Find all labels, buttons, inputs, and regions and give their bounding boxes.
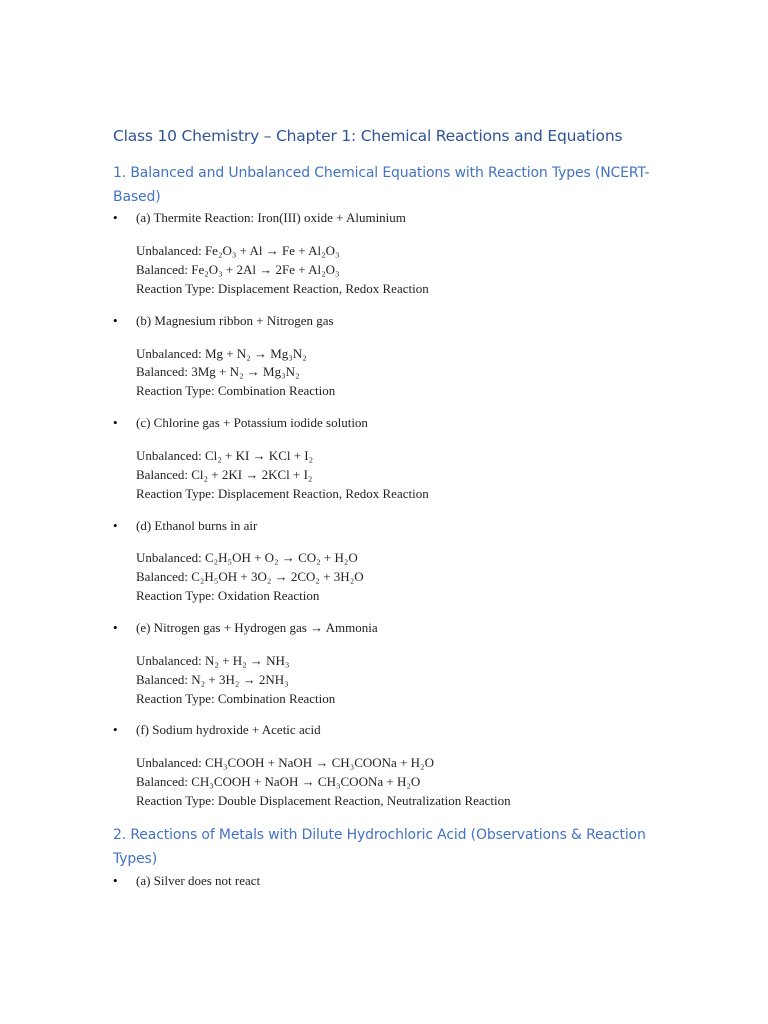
- section-1-heading: 1. Balanced and Unbalanced Chemical Equations with Reaction Types (NCERT-Based): [113, 165, 650, 205]
- list-item-a: [113, 208, 673, 228]
- item-a-title: (a) Thermite Reaction: Iron(III) oxide + Aluminium: [136, 210, 406, 225]
- item-b-balanced: Balanced: 3Mg + N₂ → Mg₃N₂: [136, 364, 300, 379]
- item-e-reaction-type: Reaction Type: Combination Reaction: [136, 691, 336, 706]
- item-c-balanced: Balanced: Cl₂ + 2KI → 2KCl + I₂: [136, 467, 313, 482]
- item-a-reaction-type: Reaction Type: Displacement Reaction, Redox Reaction: [136, 281, 429, 296]
- item-d-balanced: Balanced: C₂H₅OH + 3O₂ → 2CO₂ + 3H₂O: [136, 569, 364, 584]
- item-e-unbalanced: Unbalanced: N₂ + H₂ → NH₃: [136, 653, 290, 668]
- bullet-icon: •: [113, 620, 118, 635]
- item-c-reaction-type: Reaction Type: Displacement Reaction, Redox Reaction: [136, 486, 429, 501]
- item-f-unbalanced: Unbalanced: CH₃COOH + NaOH → CH₃COONa + H₂O: [136, 755, 434, 770]
- item-c-unbalanced: Unbalanced: Cl₂ + KI → KCl + I₂: [136, 448, 314, 463]
- item-b-reaction-type: Reaction Type: Combination Reaction: [136, 383, 336, 398]
- item-b-title: (b) Magnesium ribbon + Nitrogen gas: [136, 313, 334, 328]
- item-f-balanced: Balanced: CH₃COOH + NaOH → CH₃COONa + H₂O: [136, 774, 421, 789]
- bullet-icon: •: [113, 722, 118, 737]
- list-item-b: [113, 311, 673, 331]
- list-item-d: [113, 516, 673, 536]
- item-d-reaction-type: Reaction Type: Oxidation Reaction: [136, 588, 320, 603]
- bullet-icon: •: [113, 313, 118, 328]
- bullet-icon: •: [113, 415, 118, 430]
- item-b-unbalanced: Unbalanced: Mg + N₂ → Mg₃N₂: [136, 346, 307, 361]
- item-d-unbalanced: Unbalanced: C₂H₅OH + O₂ → CO₂ + H₂O: [136, 550, 358, 565]
- document-title: Class 10 Chemistry – Chapter 1: Chemical Reactions and Equations: [113, 127, 623, 145]
- list-item-c: [113, 413, 673, 433]
- item-f-reaction-type: Reaction Type: Double Displacement Reaction, Neutralization Reaction: [136, 793, 511, 808]
- bullet-icon: •: [113, 210, 118, 225]
- list-item-e: [113, 618, 673, 638]
- item-e-title: (e) Nitrogen gas + Hydrogen gas → Ammonia: [136, 620, 378, 635]
- list-item-f: [113, 720, 673, 740]
- bullet-icon: •: [113, 518, 118, 533]
- list-item-silver: [113, 871, 673, 891]
- item-e-balanced: Balanced: N₂ + 3H₂ → 2NH₃: [136, 672, 289, 687]
- bullet-icon: •: [113, 873, 118, 888]
- item-a-balanced: Balanced: Fe₂O₃ + 2Al → 2Fe + Al₂O₃: [136, 262, 340, 277]
- section-2-heading: 2. Reactions of Metals with Dilute Hydrochloric Acid (Observations & Reaction Types): [113, 827, 646, 867]
- item-d-title: (d) Ethanol burns in air: [136, 518, 258, 533]
- silver-item-title: (a) Silver does not react: [136, 873, 261, 888]
- item-a-unbalanced: Unbalanced: Fe₂O₃ + Al → Fe + Al₂O₃: [136, 243, 340, 258]
- item-c-title: (c) Chlorine gas + Potassium iodide solution: [136, 415, 368, 430]
- item-f-title: (f) Sodium hydroxide + Acetic acid: [136, 722, 321, 737]
